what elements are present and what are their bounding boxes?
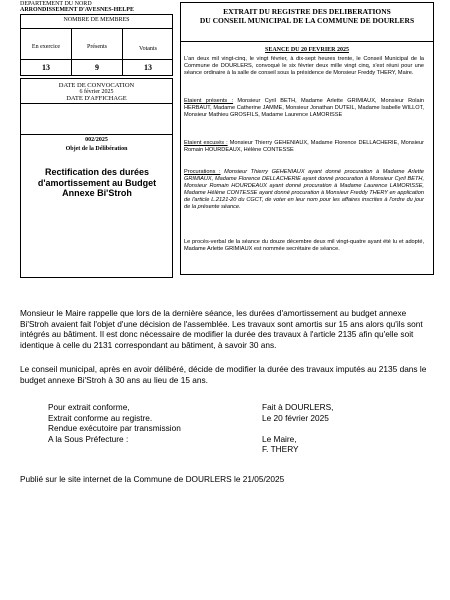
extract-box: [180, 2, 434, 275]
convocation-label: DATE DE CONVOCATION: [58, 82, 135, 89]
pv-paragraph: Le procès-verbal de la séance du douze décembre deux mil vingt-quatre ayant été lu et adopté, Madame Arlette GRIMIAUX est nommée secrétaire de séance.: [184, 239, 424, 252]
signature-left-line: Pour extrait conforme,: [48, 402, 130, 412]
signature-date: Le 20 février 2025: [262, 412, 329, 423]
members-label-presents: Présents: [87, 44, 107, 50]
procurations-paragraph: [184, 169, 424, 211]
deliberation-object-label: Objet de la Délibération: [65, 146, 128, 152]
convocation-box: [20, 78, 173, 278]
members-label-exercice: En exercice: [31, 44, 61, 50]
signature-left: [48, 402, 181, 444]
signature-left-line: Extrait conforme au registre.: [48, 412, 153, 423]
excuses-paragraph: [184, 140, 424, 154]
members-value-presents: 9: [95, 63, 99, 72]
divider: [21, 28, 172, 29]
department-label: DEPARTEMENT DU NORD: [20, 1, 92, 7]
signature-name: F. THERY: [262, 444, 299, 454]
excuses-list: Monsieur Thierry GEHENIAUX, Madame Florence DELLACHERIE, Monsieur Romain HOURDEAUX, Hélène CONTESSE: [184, 140, 424, 153]
signature-place: Fait à DOURLERS,: [262, 402, 334, 412]
procurations-text: Monsieur Thierry GEHENIAUX ayant donné procuration à Madame Arlette GRIMIAUX, Madame Florence DELLACHERIE ayant donné procuration à Monsieur Cyril BETH, Monsieur Romain HOURDEAUX ayant donné procuration à Madame Laurence LAMORISSE, Madame Hélène CONTESSE ayant donné procuration à Monsieur Freddy THERY en application de l'article L.2121-20 du CGCT, de voter en leur nom pour les affaires inscrites à l'ordre du jour de la présente séance.: [184, 169, 424, 210]
extract-title: [181, 7, 433, 25]
arrondissement-label: ARRONDISSEMENT D'AVESNES-HELPE: [20, 7, 134, 13]
presents-label: Etaient présents :: [184, 98, 234, 104]
convocation-date: 6 février 2025: [79, 89, 114, 95]
deliberation-number: 002/2025: [85, 137, 108, 143]
members-value-votants: 13: [144, 63, 152, 72]
members-box: [20, 14, 173, 76]
members-title: NOMBRE DE MEMBRES: [63, 17, 130, 23]
excuses-label: Etaient excusés :: [184, 140, 228, 146]
extract-title-line1: EXTRAIT DU REGISTRE DES DELIBERATIONS: [223, 7, 391, 16]
body-paragraph-1: Monsieur le Maire rappelle que lors de la dernière séance, les durées d'amortissement au budget annexe Bi'Stroh avaient fait l'objet d'une décision de l'assemblée. Les travaux sont amortis sur 15 ans alors qu'ils sont intégrés au bâtiment. Il est donc nécessaire de modifier la durée des travaux à l'article 2135 afin qu'elle soit identique à celle du 2131 correspondant au bâtiment, à savoir 30 ans.: [20, 308, 423, 350]
signature-maire: Le Maire,: [262, 433, 297, 444]
divider: [181, 41, 433, 42]
extract-intro: L'an deux mil vingt-cinq, le vingt février, à dix-sept heures trente, le Conseil Municipal de la Commune de DOURLERS, convoqué le six février deux mille vingt cinq, s'est réuni pour une séance ordinaire à la salle de conseil sous la présidence de Monsieur Freddy THERY, Maire.: [184, 56, 424, 76]
presents-list: Monsieur Cyril BETH, Madame Arlette GRIMIAUX, Monsieur Rolain HERBAUT, Madame Catherine JAMME, Monsieur Jonathan DUTEIL, Madame Isabelle WILLOT, Monsieur Mathieu GROSFILS, Madame Laurence LAMORISSE: [184, 98, 424, 118]
publication-note: Publié sur le site internet de la Commune de DOURLERS le 21/05/2025: [20, 474, 285, 484]
divider: [21, 59, 172, 60]
body-paragraph-2: Le conseil municipal, après en avoir délibéré, décide de modifier la durée des travaux imputés au 2135 dans le budget annexe Bi'Stroh à 30 ans au lieu de 15 ans.: [20, 364, 427, 385]
signature-left-line: Rendue exécutoire par transmission: [48, 423, 181, 433]
members-label-votants: Votants: [139, 46, 157, 52]
seance-date: SEANCE DU 20 FEVRIER 2025: [264, 47, 349, 53]
divider: [21, 103, 172, 104]
signature-left-line: A la Sous Préfecture :: [48, 433, 129, 444]
divider: [21, 134, 172, 135]
signature-right: [262, 402, 333, 455]
presents-paragraph: [184, 98, 424, 119]
deliberation-title: Rectification des durées d'amortissement au Budget Annexe Bi'Stroh: [37, 167, 157, 198]
procurations-label: Procurations :: [184, 169, 221, 175]
affichage-label: DATE D'AFFICHAGE: [66, 95, 127, 102]
members-value-exercice: 13: [42, 63, 50, 72]
extract-title-line2: DU CONSEIL MUNICIPAL DE LA COMMUNE DE DOURLERS: [199, 16, 415, 25]
